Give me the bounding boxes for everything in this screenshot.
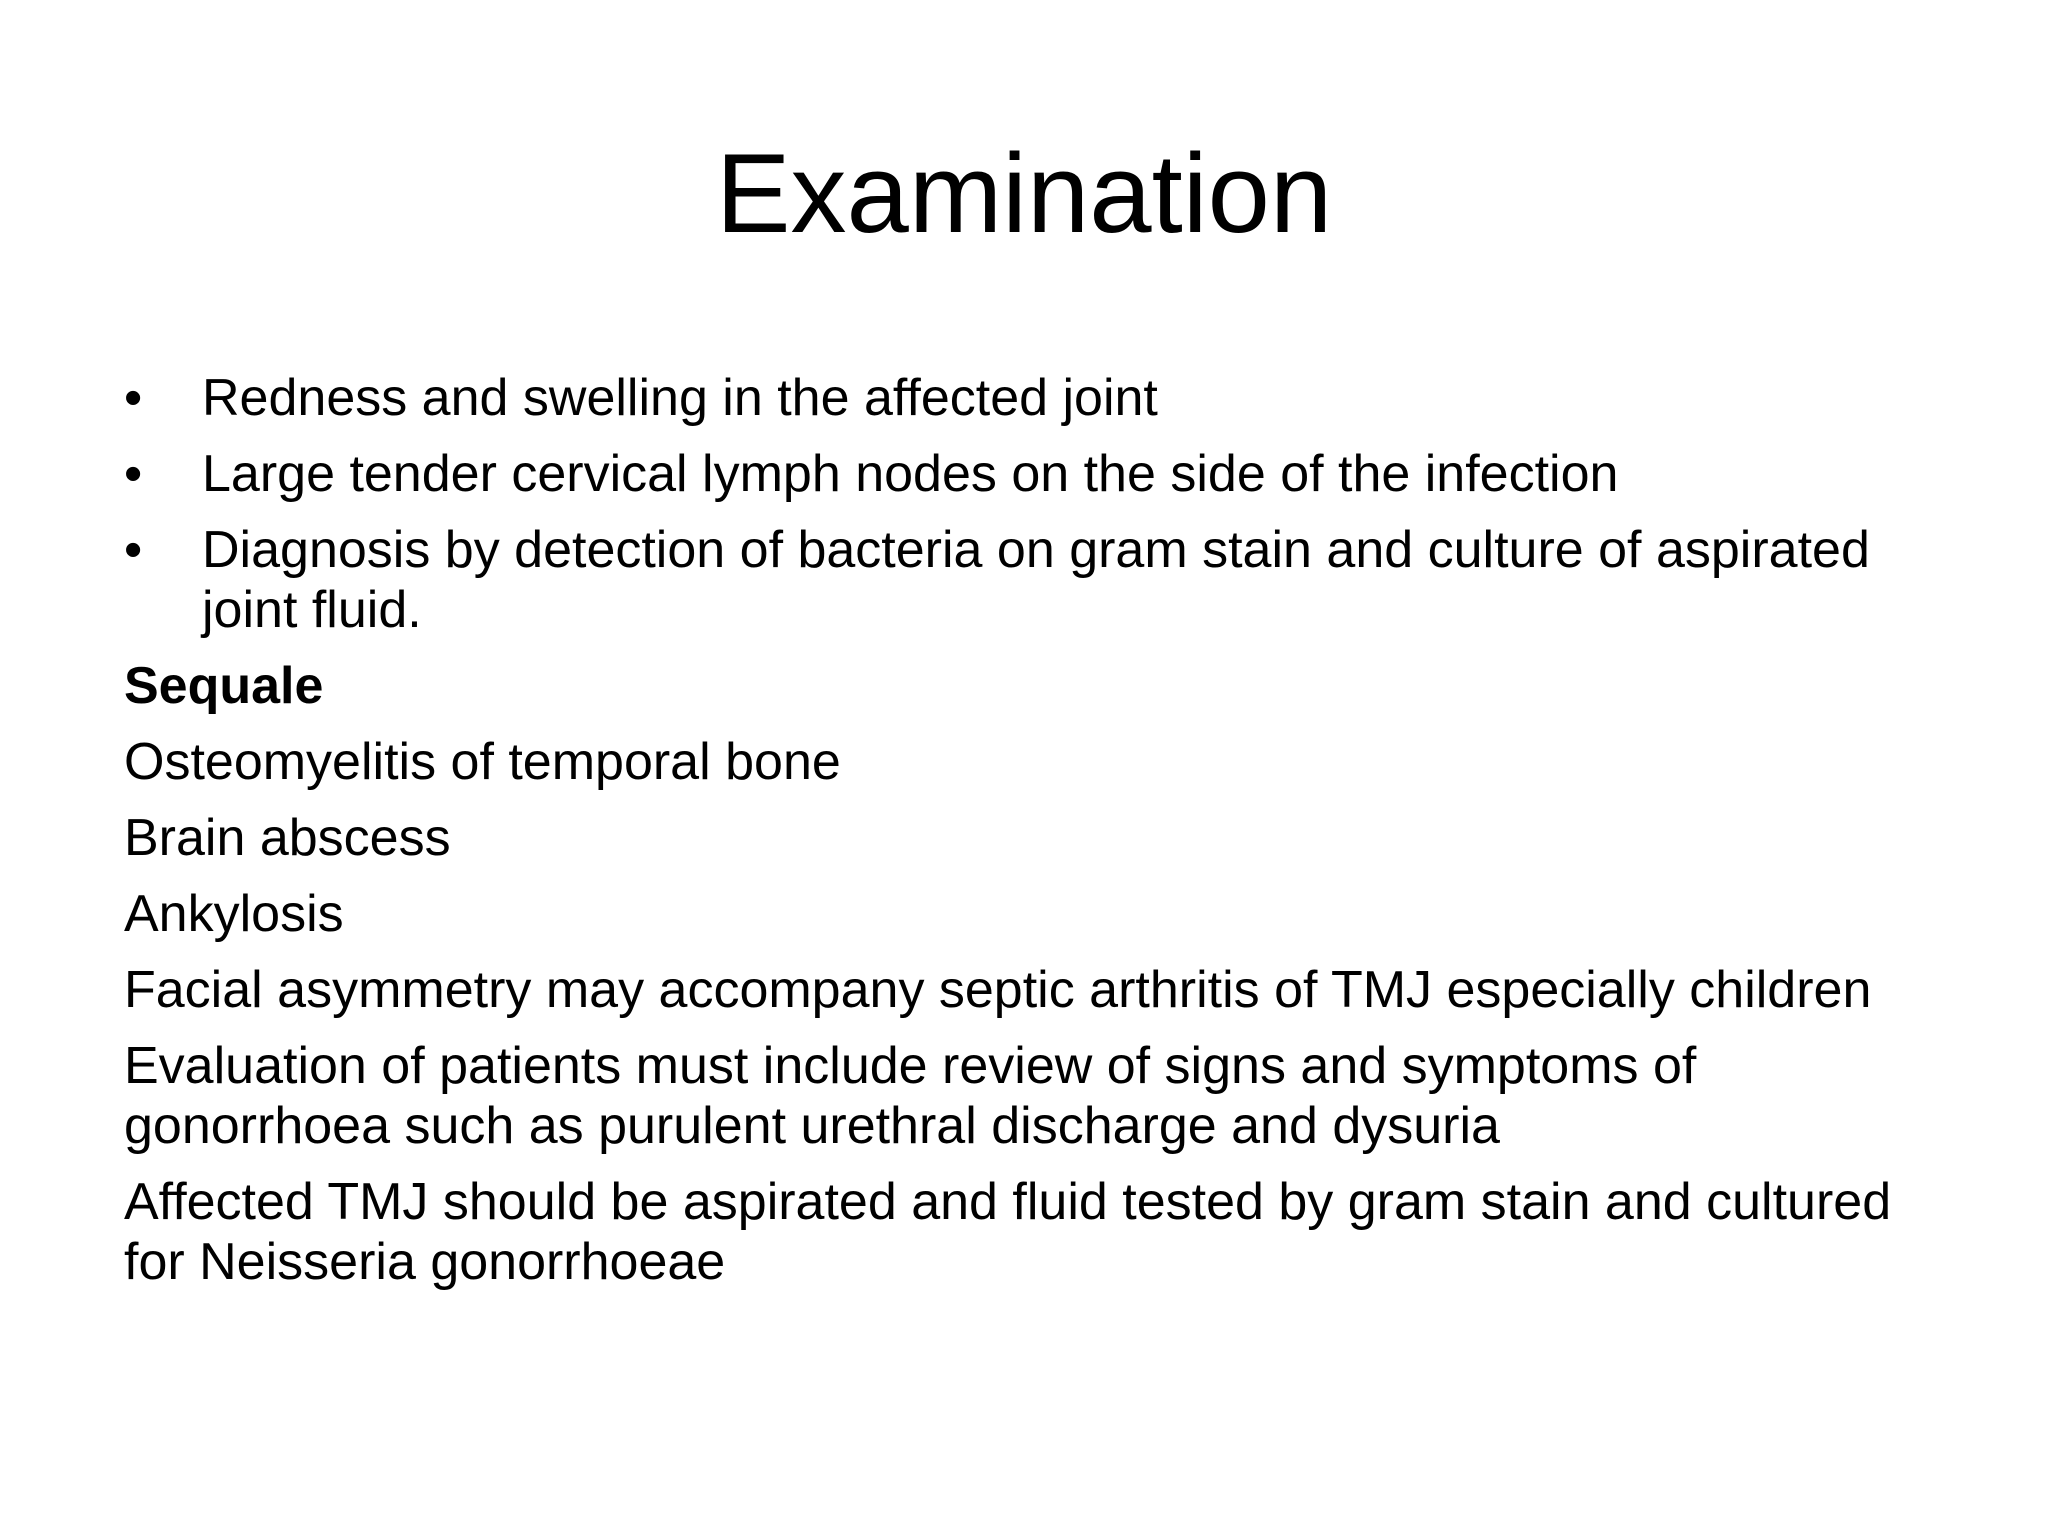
list-item: Evaluation of patients must include review of signs and symptoms of gonorrhoea such as purulent urethral discharge and dysuria <box>124 1037 1697 1155</box>
list-item: Ankylosis <box>124 885 344 943</box>
bullet-item <box>124 444 1924 504</box>
list-item: Facial asymmetry may accompany septic arthritis of TMJ especially children <box>124 961 1872 1019</box>
bullet-dot-icon: • <box>124 521 143 579</box>
list-item: Affected TMJ should be aspirated and fluid tested by gram stain and cultured for Neisseria gonorrhoeae <box>124 1173 1892 1291</box>
bullet-item <box>124 520 1924 640</box>
bullet-list <box>124 368 1924 640</box>
slide-title: Examination <box>715 131 1333 256</box>
list-item: Osteomyelitis of temporal bone <box>124 733 841 791</box>
bullet-text: Large tender cervical lymph nodes on the side of the infection <box>202 445 1619 503</box>
slide-body <box>124 368 1924 1308</box>
bullet-text: Diagnosis by detection of bacteria on gram stain and culture of aspirated joint fluid. <box>202 521 1870 639</box>
bullet-dot-icon: • <box>124 445 143 503</box>
bullet-item <box>124 368 1924 428</box>
list-item: Brain abscess <box>124 809 451 867</box>
bullet-text: Redness and swelling in the affected joint <box>202 369 1158 427</box>
section-heading: Sequale <box>124 657 324 715</box>
bullet-dot-icon: • <box>124 369 143 427</box>
